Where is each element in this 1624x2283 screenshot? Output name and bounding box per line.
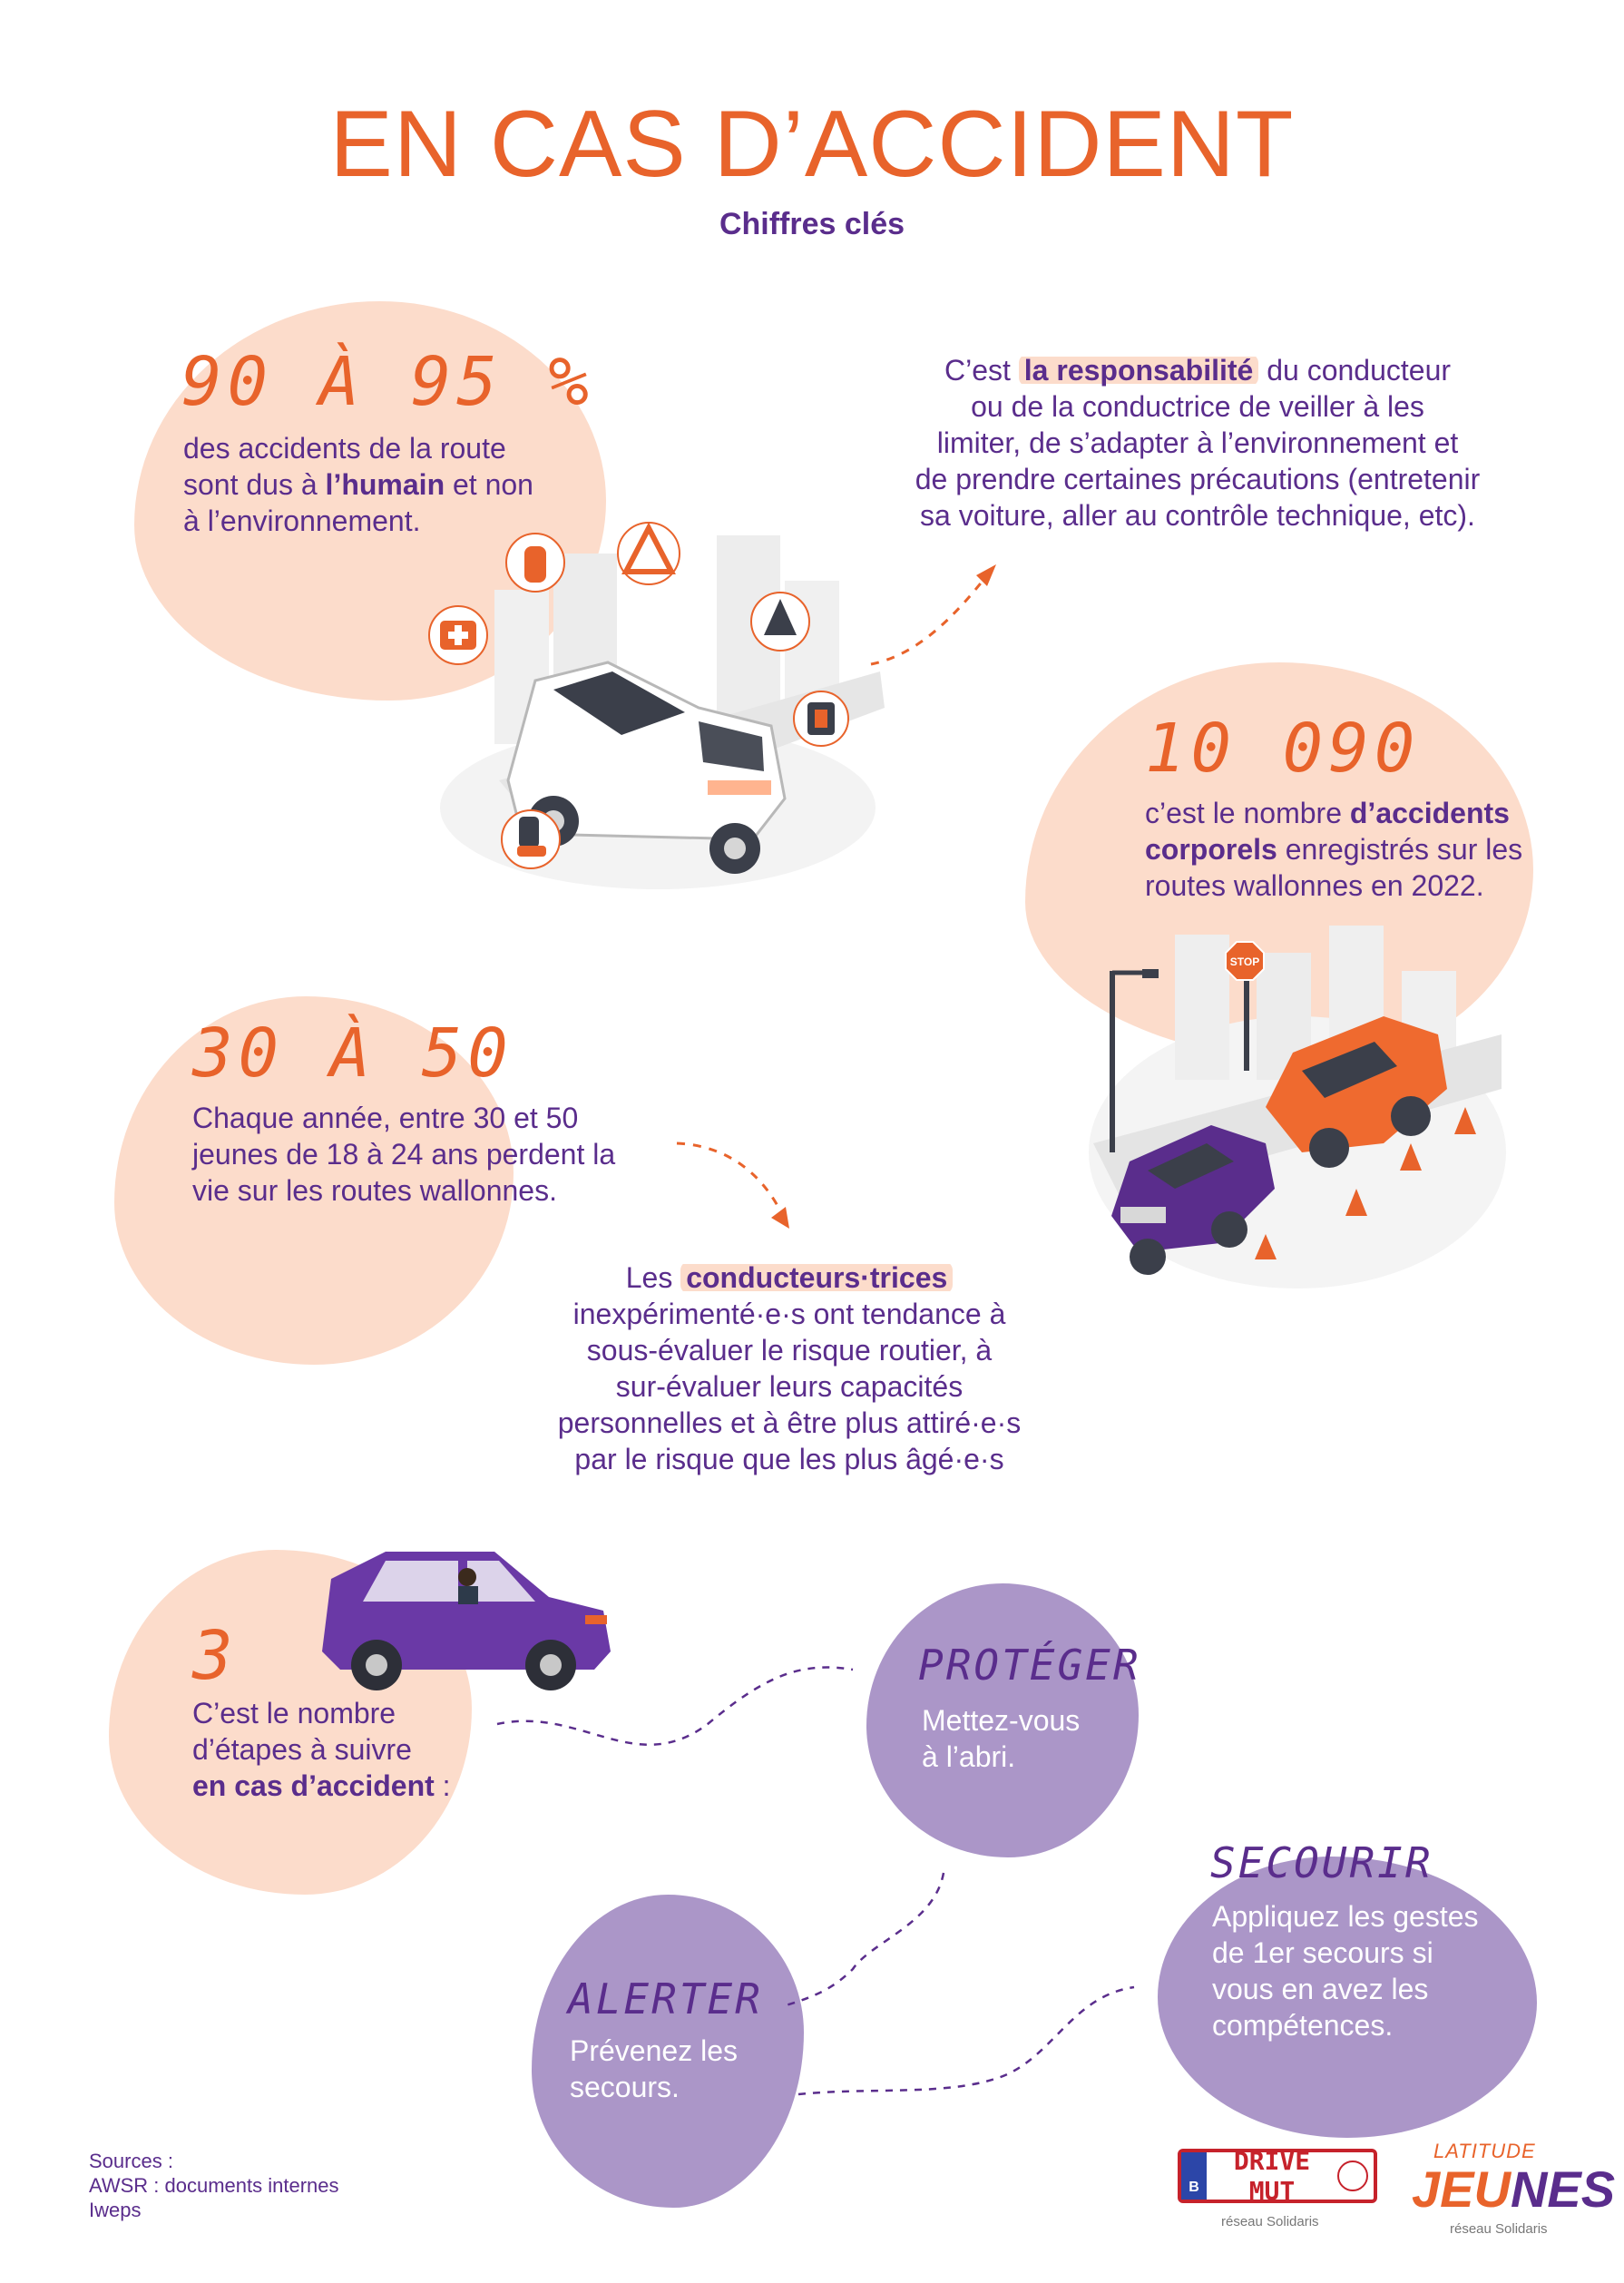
- drive-mut-text: DRIVE MUT: [1233, 2146, 1311, 2206]
- stat1-line-2: sont dus à l’humain et non: [183, 468, 533, 501]
- latitude-top-text: LATITUDE: [1433, 2140, 1536, 2162]
- sources-item-awsr: AWSR : documents internes: [89, 2174, 339, 2197]
- conducteurs-highlight: conducteurs·trices: [680, 1261, 953, 1294]
- conducteurs-paragraph: Les conducteurs·trices inexpérimenté·e·s ont tendance à sous-évaluer le risque routier, à sur-évaluer leurs capacités personnelles et à être plus attiré·e·s par le risque que les plus âgé·e·s: [557, 1261, 1022, 1475]
- drive-mut-logo: [1178, 2146, 1377, 2206]
- stop-sign-label: STOP: [1229, 955, 1260, 968]
- sources-block: [89, 2149, 339, 2222]
- page-title: EN CAS D’ACCIDENT: [329, 92, 1295, 197]
- responsabilite-highlight: la responsabilité: [1019, 354, 1259, 387]
- stat2-number: 10 090: [1145, 710, 1421, 788]
- stat3-number: 30 À 50: [192, 1014, 514, 1093]
- sources-item-iweps: Iweps: [89, 2199, 142, 2221]
- step-proteger-title: PROTÉGER: [918, 1641, 1141, 1690]
- stat4-number: 3: [192, 1617, 239, 1695]
- responsabilite-line-1: C’est la responsabilité du conducteur: [944, 354, 1452, 387]
- drive-mut-subtitle: réseau Solidaris: [1221, 2214, 1319, 2229]
- step-proteger-text: Mettez-vous à l’abri.: [922, 1704, 1081, 1773]
- page-subtitle: Chiffres clés: [719, 207, 905, 241]
- drive-mut-emblem-icon: [1337, 2161, 1368, 2191]
- stat1-number: 90 À 95 %: [181, 343, 594, 421]
- stat4-text: C’est le nombre d’étapes à suivre en cas d’accident :: [192, 1697, 451, 1802]
- step-alerter-text: Prévenez les secours.: [570, 2034, 738, 2103]
- eu-plate-icon: B: [1181, 2152, 1207, 2200]
- responsabilite-paragraph: C’est la responsabilité du conducteur ou de la conductrice de veiller à les limiter, de s’adapter à l’environnement et de prendre certaines précautions (entretenir sa voiture, aller au contrôle technique, etc).: [871, 352, 1524, 534]
- latitude-jeunes-logo: JEUNES: [1412, 2161, 1616, 2218]
- stat3-text: Chaque année, entre 30 et 50 jeunes de 18 à 24 ans perdent la vie sur les routes wallonnes.: [192, 1102, 616, 1207]
- step-alerter-title: ALERTER: [568, 1974, 763, 2023]
- step-secourir-title: SECOURIR: [1210, 1838, 1433, 1887]
- step-secourir-text: Appliquez les gestes de 1er secours si vous en avez les compétences.: [1212, 1900, 1479, 2042]
- latitude-subtitle: réseau Solidaris: [1450, 2221, 1548, 2237]
- stat2-text: c’est le nombre d’accidents corporels enregistrés sur les routes wallonnes en 2022.: [1145, 797, 1523, 902]
- stat1-line-1: des accidents de la route: [183, 432, 506, 465]
- stat1-line-3: à l’environnement.: [183, 505, 421, 537]
- sources-label: Sources :: [89, 2150, 173, 2172]
